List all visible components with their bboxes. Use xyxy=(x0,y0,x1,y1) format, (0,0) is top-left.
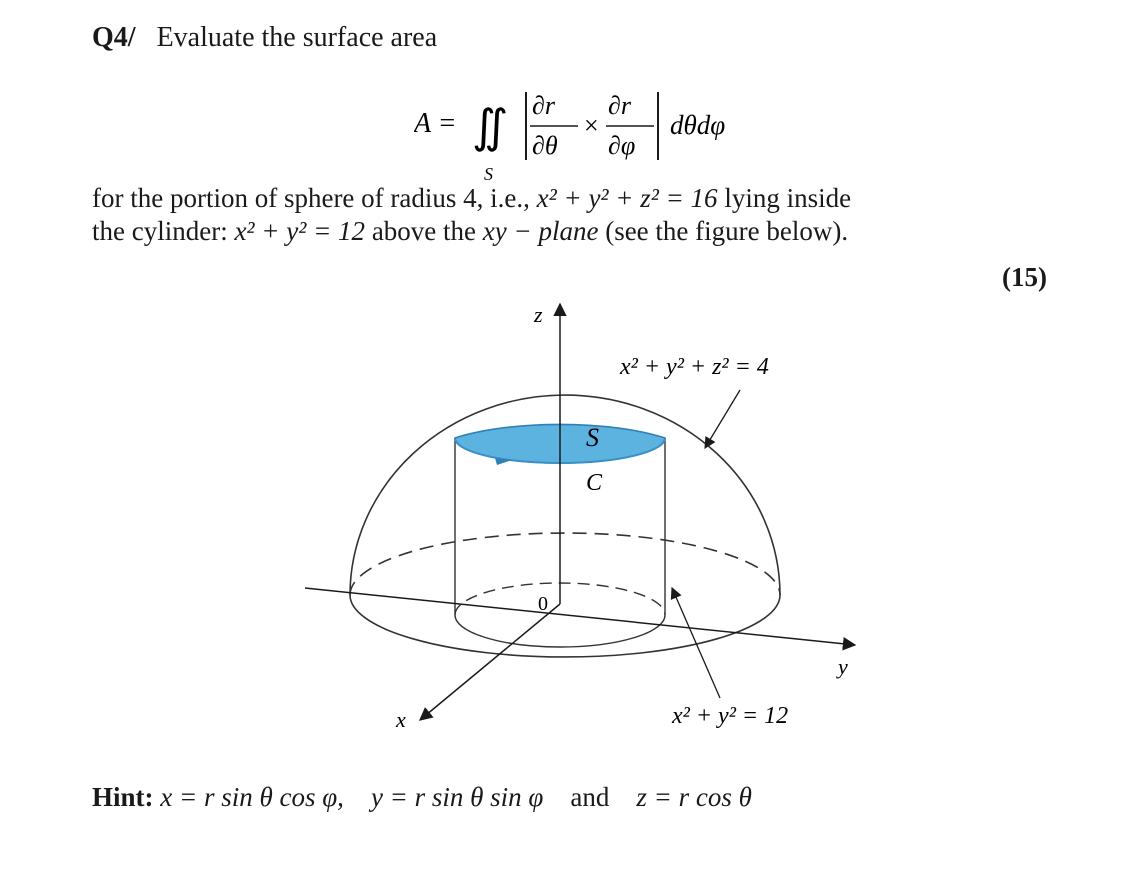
problem-statement xyxy=(92,182,1072,248)
y-axis xyxy=(305,588,855,645)
statement-line1-prefix: for the portion of sphere of radius 4, i.e., xyxy=(92,183,537,213)
statement-line2-suffix: (see the figure below). xyxy=(598,216,849,246)
hint-label: Hint: xyxy=(92,782,154,812)
hint-z-equation: z = r cos θ xyxy=(636,782,752,812)
y-axis-label: y xyxy=(838,654,848,679)
z-axis-label: z xyxy=(534,302,543,327)
points-value: (15) xyxy=(1002,262,1047,292)
fraction1-denominator: ∂θ xyxy=(532,131,558,160)
sphere-equation-label: x² + y² + z² = 4 xyxy=(620,354,769,380)
statement-line2-prefix: the cylinder: xyxy=(92,216,235,246)
cylinder-equation: x² + y² = 12 xyxy=(234,216,366,246)
plane-name: xy − plane xyxy=(482,216,599,246)
statement-line-2 xyxy=(92,215,1072,248)
double-integral-sign: ∬ xyxy=(472,101,509,152)
cylinder-equation-label: x² + y² = 12 xyxy=(672,703,789,729)
surface-area-formula xyxy=(414,82,774,182)
cross-product-sign: × xyxy=(584,111,599,140)
formula-differentials: dθdφ xyxy=(670,110,726,140)
base-circle-front xyxy=(350,595,780,657)
integral-region: S xyxy=(484,164,493,182)
question-title: Evaluate the surface area xyxy=(156,22,438,53)
cylinder-pointer-arrow xyxy=(672,588,720,698)
hint-and: and xyxy=(570,782,610,812)
hint-line xyxy=(92,782,752,813)
origin-label: 0 xyxy=(538,593,548,615)
statement-line-1 xyxy=(92,182,1072,215)
fraction2-numerator: ∂r⃗ xyxy=(608,91,652,120)
fraction2-denominator: ∂φ xyxy=(608,131,636,160)
cylinder-base-front xyxy=(455,615,665,647)
fraction1-numerator: ∂r⃗ xyxy=(532,91,576,120)
surface-s-label: S xyxy=(586,423,599,452)
statement-line2-middle: above the xyxy=(365,216,483,246)
statement-line1-suffix: lying inside xyxy=(717,183,852,213)
formula-lhs: A = xyxy=(414,108,457,139)
question-heading xyxy=(92,22,437,54)
hemisphere-cylinder-figure xyxy=(290,290,880,730)
x-axis xyxy=(420,604,560,720)
sphere-pointer-arrow xyxy=(705,390,740,448)
hint-y-equation: y = r sin θ sin φ xyxy=(370,782,544,812)
base-circle-back xyxy=(350,533,780,595)
question-number: Q4/ xyxy=(92,22,136,53)
hint-x-equation: x = r sin θ cos φ, xyxy=(160,782,344,812)
sphere-equation: x² + y² + z² = 16 xyxy=(536,183,718,213)
curve-c-label: C xyxy=(586,470,603,496)
x-axis-label: x xyxy=(396,707,406,730)
